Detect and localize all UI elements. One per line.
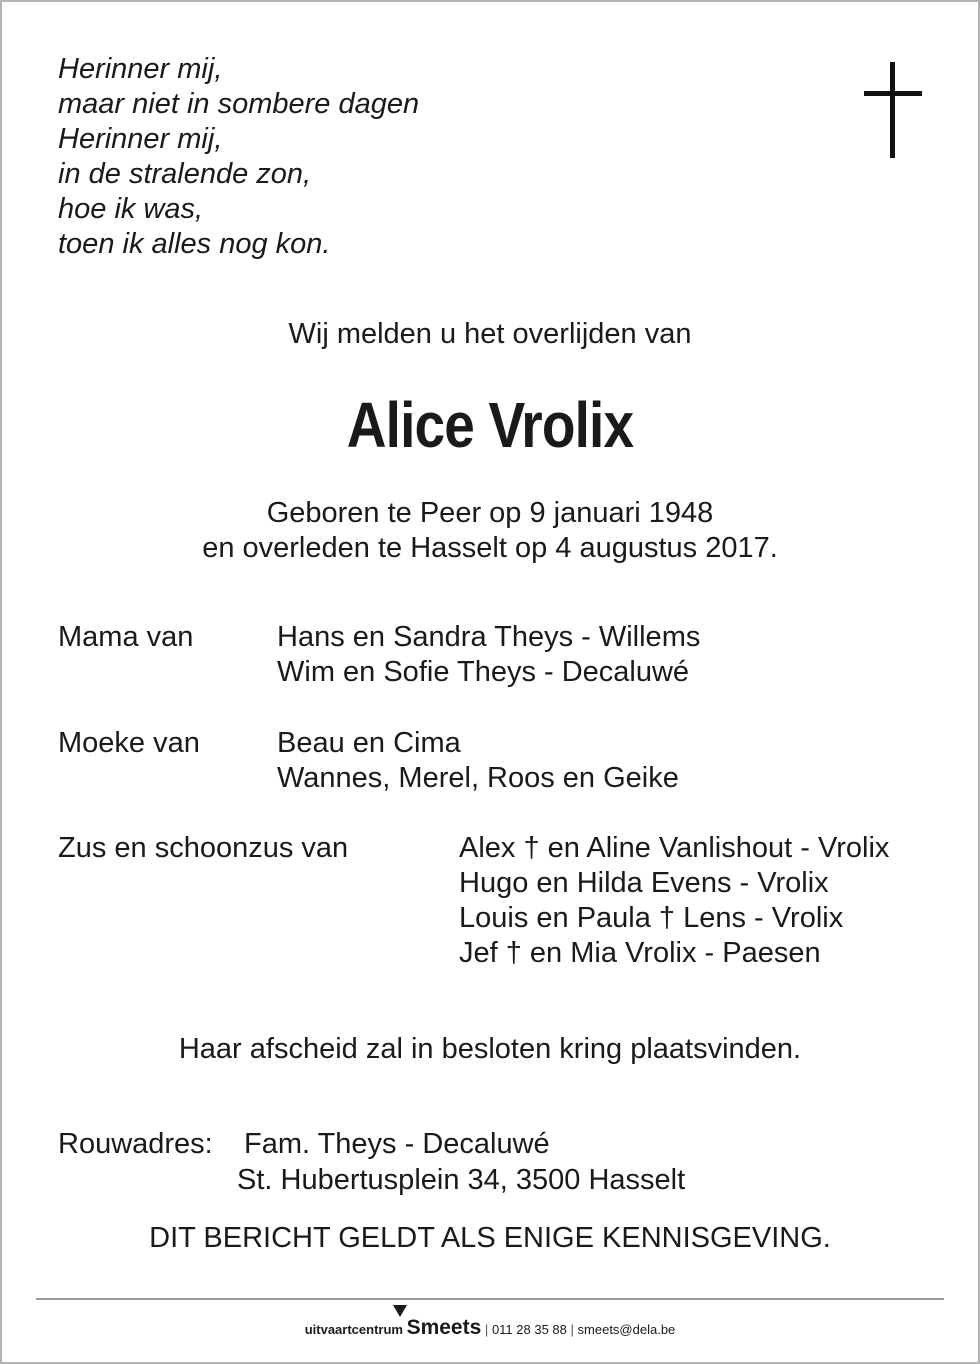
footer-separator: | — [484, 1322, 489, 1337]
footer-email: smeets@dela.be — [577, 1322, 676, 1337]
farewell-note: Haar afscheid zal in besloten kring plaatsvinden. — [178, 1033, 802, 1065]
relation-name: Jef † en Mia Vrolix - Paesen — [459, 937, 821, 969]
relation-name: Beau en Cima — [277, 727, 461, 759]
relation-name: Louis en Paula † Lens - Vrolix — [459, 902, 844, 934]
relation-label: Zus en schoonzus van — [58, 832, 349, 864]
address-line-2: St. Hubertusplein 34, 3500 Hasselt — [237, 1164, 686, 1196]
poem-line: in de stralende zon, — [58, 158, 312, 190]
address-line-1: Fam. Theys - Decaluwé — [244, 1128, 550, 1160]
relation-label: Mama van — [58, 621, 194, 653]
relation-name: Alex † en Aline Vanlishout - Vrolix — [459, 832, 890, 864]
footer-divider — [36, 1298, 944, 1300]
announcement: Wij melden u het overlijden van — [288, 318, 692, 350]
relation-label: Moeke van — [58, 727, 200, 759]
relation-name: Hans en Sandra Theys - Willems — [277, 621, 701, 653]
poem-line: maar niet in sombere dagen — [58, 88, 420, 120]
deceased-name: Alice Vrolix — [346, 389, 634, 461]
relation-name: Hugo en Hilda Evens - Vrolix — [459, 867, 829, 899]
footer-phone: 011 28 35 88 — [491, 1322, 567, 1337]
poem — [58, 52, 419, 262]
cross-icon — [864, 62, 922, 158]
footer-prefix: uitvaartcentrum — [304, 1322, 403, 1337]
relation-names — [277, 620, 700, 690]
death-line: en overleden te Hasselt op 4 augustus 2017. — [202, 532, 778, 564]
relation-names — [459, 831, 889, 971]
relation-name: Wannes, Merel, Roos en Geike — [277, 762, 679, 794]
poem-line: Herinner mij, — [58, 53, 223, 85]
footer — [0, 1316, 980, 1340]
poem-line: Herinner mij, — [58, 123, 223, 155]
relation-names — [277, 726, 679, 796]
relation-name: Wim en Sofie Theys - Decaluwé — [277, 656, 690, 688]
footer-separator: | — [570, 1322, 574, 1337]
official-notice: DIT BERICHT GELDT ALS ENIGE KENNISGEVING. — [149, 1222, 831, 1254]
birth-death-dates — [0, 496, 980, 566]
poem-line: toen ik alles nog kon. — [58, 228, 331, 260]
footer-brand: Smeets — [406, 1316, 482, 1339]
address-label: Rouwadres: — [58, 1128, 213, 1160]
birth-line: Geboren te Peer op 9 januari 1948 — [266, 497, 714, 529]
poem-line: hoe ik was, — [58, 193, 204, 225]
